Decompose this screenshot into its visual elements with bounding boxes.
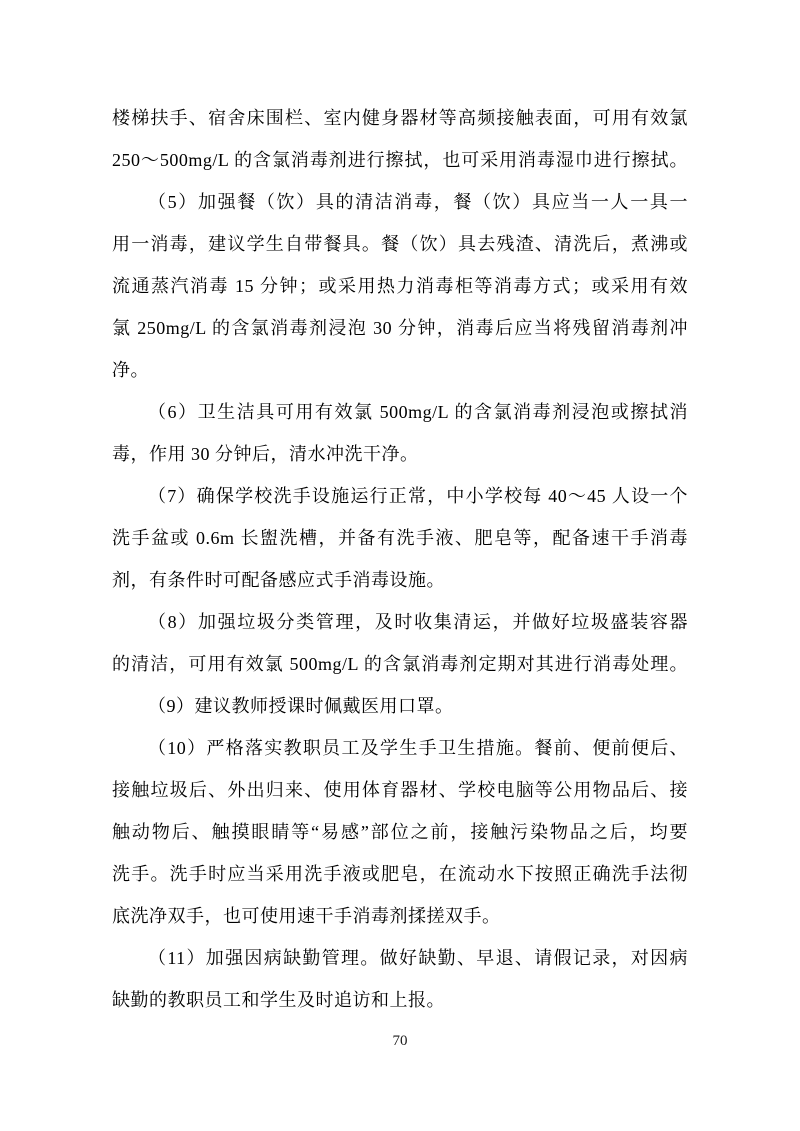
- paragraph: [112, 97, 688, 181]
- text-line: （5）加强餐（饮）具的清洁消毒，餐（饮）具应当一人一具一: [148, 192, 688, 212]
- text-line: 毒，作用 30 分钟后，清水冲洗干净。: [112, 444, 419, 464]
- paragraph: [112, 937, 688, 1021]
- text-line: 接触垃圾后、外出归来、使用体育器材、学校电脑等公用物品后、接: [112, 780, 688, 800]
- text-line: 楼梯扶手、宿舍床围栏、室内健身器材等高频接触表面，可用有效氯: [112, 108, 688, 128]
- text-line: 净。: [112, 360, 149, 380]
- text-line: 触动物后、触摸眼睛等“易感”部位之前，接触污染物品之后，均要: [112, 822, 688, 842]
- text-line: 底洗净双手，也可使用速干手消毒剂揉搓双手。: [112, 906, 501, 926]
- text-line: 流通蒸汽消毒 15 分钟；或采用热力消毒柜等消毒方式；或采用有效: [112, 276, 688, 296]
- text-line: 氯 250mg/L 的含氯消毒剂浸泡 30 分钟，消毒后应当将残留消毒剂冲: [112, 318, 688, 338]
- text-line: 缺勤的教职员工和学生及时追访和上报。: [112, 990, 445, 1010]
- paragraph: [112, 391, 688, 475]
- text-line: 剂，有条件时可配备感应式手消毒设施。: [112, 570, 445, 590]
- text-line: （11）加强因病缺勤管理。做好缺勤、早退、请假记录，对因病: [148, 948, 688, 968]
- text-line: （7）确保学校洗手设施运行正常，中小学校每 40～45 人设一个: [148, 486, 688, 506]
- paragraph: [112, 727, 688, 937]
- page-footer: [0, 1032, 800, 1050]
- paragraph: [112, 181, 688, 391]
- paragraph: [112, 601, 688, 685]
- text-line: （8）加强垃圾分类管理，及时收集清运，并做好垃圾盛装容器: [148, 612, 688, 632]
- text-line: （6）卫生洁具可用有效氯 500mg/L 的含氯消毒剂浸泡或擦拭消: [148, 402, 688, 422]
- text-line: （10）严格落实教职员工及学生手卫生措施。餐前、便前便后、: [148, 738, 688, 758]
- page-number: 70: [392, 1033, 408, 1049]
- document-body: [112, 97, 688, 1021]
- text-line: 250～500mg/L 的含氯消毒剂进行擦拭，也可采用消毒湿巾进行擦拭。: [112, 150, 688, 170]
- text-line: （9）建议教师授课时佩戴医用口罩。: [148, 696, 454, 716]
- paragraph: [112, 475, 688, 601]
- text-line: 用一消毒，建议学生自带餐具。餐（饮）具去残渣、清洗后，煮沸或: [112, 234, 688, 254]
- text-line: 的清洁，可用有效氯 500mg/L 的含氯消毒剂定期对其进行消毒处理。: [112, 654, 688, 674]
- text-line: 洗手。洗手时应当采用洗手液或肥皂，在流动水下按照正确洗手法彻: [112, 864, 688, 884]
- text-line: 洗手盆或 0.6m 长盥洗槽，并备有洗手液、肥皂等，配备速干手消毒: [112, 528, 688, 548]
- paragraph: [112, 685, 688, 727]
